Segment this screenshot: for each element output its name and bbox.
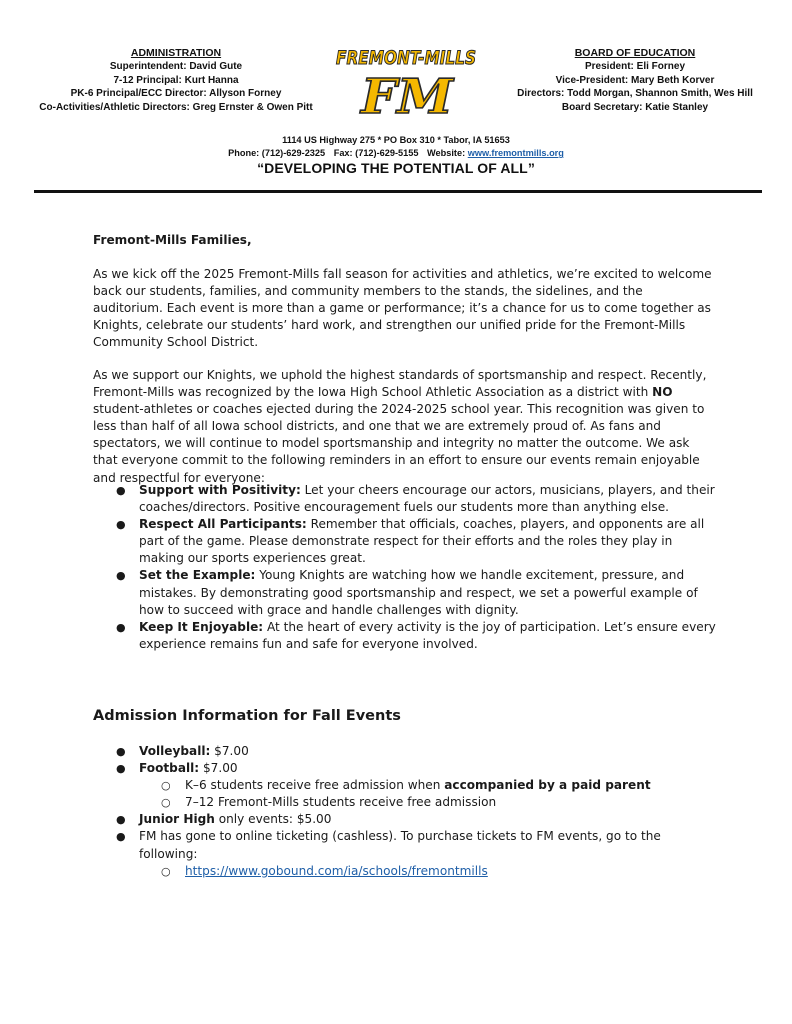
board-of-education-block [478, 47, 792, 114]
principal-pk6-line: PK-6 Principal/ECC Director: Allyson Forney [70, 88, 282, 100]
ticketing-link[interactable]: https://www.gobound.com/ia/schools/fremontmills [185, 863, 488, 878]
football-label: Football: [139, 761, 200, 776]
volleyball-price: $7.00 [210, 744, 249, 758]
reminder-text: At the heart of every activity is the joy of participation. Let’s ensure every experience remains fun and safe for everyone involved. [139, 619, 716, 651]
street-address: 1114 US Highway 275 * PO Box 310 * Tabor, IA 51653 [282, 135, 510, 145]
sportsmanship-paragraph [93, 367, 713, 487]
reminder-text: Remember that officials, coaches, players, and opponents are all part of the game. Please demonstrate respect for their efforts and the roles they play in making our sports experiences great. [139, 517, 705, 566]
bullet-icon: ● [116, 813, 126, 827]
ticket-link-list [161, 863, 699, 880]
board-secretary-line: Board Secretary: Katie Stanley [561, 101, 709, 113]
volleyball-label: Volleyball: [139, 744, 211, 758]
sub-bullet-icon: ○ [161, 779, 171, 793]
reminder-title: Keep It Enjoyable: [139, 619, 264, 634]
reminders-list [116, 482, 719, 653]
admission-online-ticketing [116, 828, 699, 879]
admission-junior-high [116, 811, 699, 828]
administration-title: ADMINISTRATION [130, 47, 222, 59]
list-item [116, 516, 719, 567]
board-directors-line: Directors: Todd Morgan, Shannon Smith, Wes Hill [517, 88, 753, 100]
list-item [161, 794, 699, 811]
header-divider [34, 190, 762, 193]
list-item [116, 619, 719, 653]
admission-heading: Admission Information for Fall Events [93, 708, 401, 724]
list-item [161, 777, 699, 794]
bullet-icon: ● [116, 745, 126, 758]
sportsmanship-text-end: student-athletes or coaches ejected during the 2024-2025 school year. This recognition was given to less than half of all Iowa school districts, and one that we are extremely proud of. As fans and spectators, we will continue to model sportsmanship and integrity no matter the outcome. We ask that everyone commit to the following reminders in an effort to ensure our events remain enjoyable and respectful for everyone: [93, 402, 705, 485]
board-president-line: President: Eli Forney [584, 61, 686, 73]
phone-number: Phone: (712)-629-2325 [228, 148, 326, 158]
board-vice-president-line: Vice-President: Mary Beth Korver [555, 74, 715, 86]
list-item [161, 863, 699, 880]
online-ticketing-text: FM has gone to online ticketing (cashless). To purchase tickets to FM events, go to the following: [139, 829, 661, 861]
admission-list [116, 743, 699, 880]
reminder-title: Set the Example: [139, 568, 256, 583]
football-details [161, 777, 699, 811]
list-item [116, 482, 719, 516]
contact-block [0, 134, 792, 160]
logo-monogram: FM [358, 69, 455, 125]
junior-high-price: only events: $5.00 [214, 812, 332, 827]
bullet-icon: ● [116, 569, 126, 583]
superintendent-line: Superintendent: David Gute [109, 61, 243, 73]
reminder-title: Respect All Participants: [139, 517, 307, 532]
athletic-directors-line: Co-Activities/Athletic Directors: Greg Ernster & Owen Pitt [39, 101, 313, 113]
admission-football [116, 760, 699, 811]
k6-admission-text: K–6 students receive free admission when [185, 778, 445, 793]
website-link[interactable]: www.fremontmills.org [467, 148, 564, 158]
intro-paragraph: As we kick off the 2025 Fremont-Mills fall season for activities and athletics, we’re excited to welcome back our students, families, and community members to the stands, the sidelines, and the auditorium. Each event is more than a game or performance; it’s a chance for us to come together as Knights, celebrate our students’ hard work, and strengthen our unified pride for the Fremont-Mills Community School District. [93, 267, 712, 350]
principal-7-12-line: 7-12 Principal: Kurt Hanna [113, 74, 239, 86]
contact-line [0, 147, 792, 160]
fremont-mills-logo [333, 43, 479, 125]
admission-volleyball [116, 743, 699, 760]
bullet-icon: ● [116, 484, 126, 497]
bullet-icon: ● [116, 830, 126, 844]
board-title: BOARD OF EDUCATION [574, 47, 696, 59]
sub-bullet-icon: ○ [161, 864, 171, 878]
administration-block [20, 47, 332, 114]
website-label: Website: [427, 148, 466, 158]
district-motto: “DEVELOPING THE POTENTIAL OF ALL” [257, 160, 535, 176]
junior-high-label: Junior High [139, 812, 215, 827]
bullet-icon: ● [116, 620, 126, 634]
letter-greeting: Fremont-Mills Families, [93, 233, 252, 247]
sportsmanship-text-start: As we support our Knights, we uphold the highest standards of sportsmanship and respect. Recently, Fremont-Mills was recognized by the Iowa High School Athletic Association as a district with [93, 368, 707, 400]
football-price: $7.00 [199, 761, 238, 776]
bullet-icon: ● [116, 518, 126, 532]
logo-wordmark: FREMONT-MILLS [336, 47, 476, 69]
reminder-text: Young Knights are watching how we handle excitement, pressure, and mistakes. By demonstrating good sportsmanship and respect, we set a powerful example of how to succeed with grace and handle challenges with dignity. [139, 568, 698, 617]
reminder-title: Support with Positivity: [139, 483, 301, 497]
sub-bullet-icon: ○ [161, 796, 171, 810]
bullet-icon: ● [116, 762, 126, 776]
k6-admission-emphasis: accompanied by a paid parent [444, 778, 651, 793]
sportsmanship-emphasis: NO [652, 385, 673, 400]
grade-7-12-admission-text: 7–12 Fremont-Mills students receive free admission [185, 795, 497, 810]
list-item [116, 567, 719, 618]
reminder-text: Let your cheers encourage our actors, musicians, players, and their coaches/directors. Positive encouragement fuels our students more than anything else. [139, 483, 715, 515]
fax-number: Fax: (712)-629-5155 [333, 148, 419, 158]
